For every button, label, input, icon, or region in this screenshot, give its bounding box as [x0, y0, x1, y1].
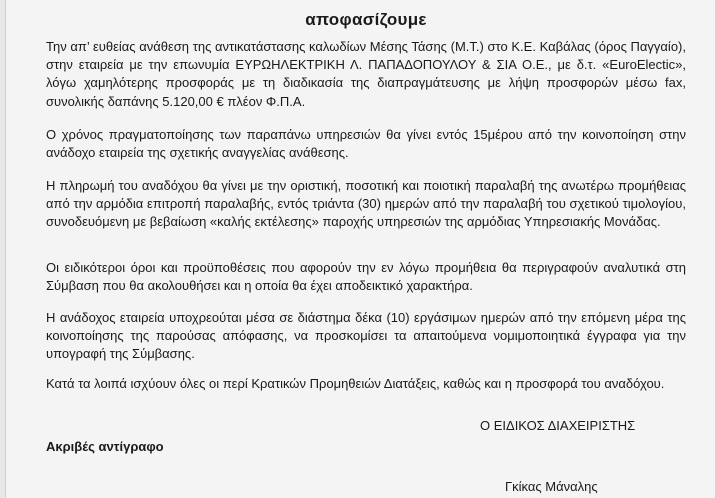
signatory-name: Γκίκας Μάναλης: [505, 479, 598, 494]
left-edge-strip: [0, 0, 6, 498]
document-heading: αποφασίζουμε: [305, 10, 427, 29]
paragraph-obligations: Η ανάδοχος εταιρεία υποχρεούται μέσα σε διάστημα δέκα (10) εργάσιμων ημερών από την επόμενη μέρα της κοινοποίησης της παρούσας απόφασης, να προσκομίσει τα απαιτούμενα νομιμοποιητικά έγγραφα για την υπογραφή της Σύμβασης.: [46, 310, 686, 362]
signatory-title: Ο ΕΙΔΙΚΟΣ ΔΙΑΧΕΙΡΙΣΤΗΣ: [480, 418, 636, 433]
paragraph-payment: Η πληρωμή του αναδόχου θα γίνει με την οριστική, ποσοτική και ποιοτική παραλαβή της ανωτέρω προμήθειας από την αρμόδια επιτροπή παραλαβής, εντός τριάντα (30) ημερών από την παραλαβή του σχετικού τιμολογίου, συνοδευόμενη με βεβαίωση «καλής εκτέλεσης» παροχής υπηρεσιών της αρμόδιας Υπηρεσιακής Μονάδας.: [46, 178, 686, 230]
true-copy-label: Ακριβές αντίγραφο: [46, 439, 164, 454]
paragraph-terms: Οι ειδικότεροι όροι και προϋποθέσεις που αφορούν την εν λόγω προμήθεια θα περιγραφούν αναλυτικά στη Σύμβαση που θα ακολουθήσει και η οποία θα έχει αποδεικτικό χαρακτήρα.: [46, 260, 686, 294]
paragraph-award: Την απ’ ευθείας ανάθεση της αντικατάστασης καλωδίων Μέσης Τάσης (Μ.Τ.) στο Κ.Ε. Καβάλας (όρος Παγγαίο), στην εταιρεία με την επωνυμία ΕΥΡΩΗΛΕΚΤΡΙΚΗ Λ. ΠΑΠΑΔΟΠΟΥΛΟΥ & ΣΙΑ Ο.Ε., με δ.τ. «EuroElectic», λόγω χαμηλότερης προσφοράς με τη διαδικασία της διαπραγμάτευσης με λήψη προσφορών μέσω fax, συνολικής δαπάνης 5.120,00 € πλέον Φ.Π.Α.: [46, 39, 686, 109]
paragraph-timeframe: Ο χρόνος πραγματοποίησης των παραπάνω υπηρεσιών θα γίνει εντός 15μέρου από την κοινοποίηση στην ανάδοχο εταιρεία της σχετικής αναγγελίας ανάθεσης.: [46, 127, 686, 161]
paragraph-applicable-provisions: Κατά τα λοιπά ισχύουν όλες οι περί Κρατικών Προμηθειών Διατάξεις, καθώς και η προσφορά του αναδόχου.: [46, 376, 665, 391]
